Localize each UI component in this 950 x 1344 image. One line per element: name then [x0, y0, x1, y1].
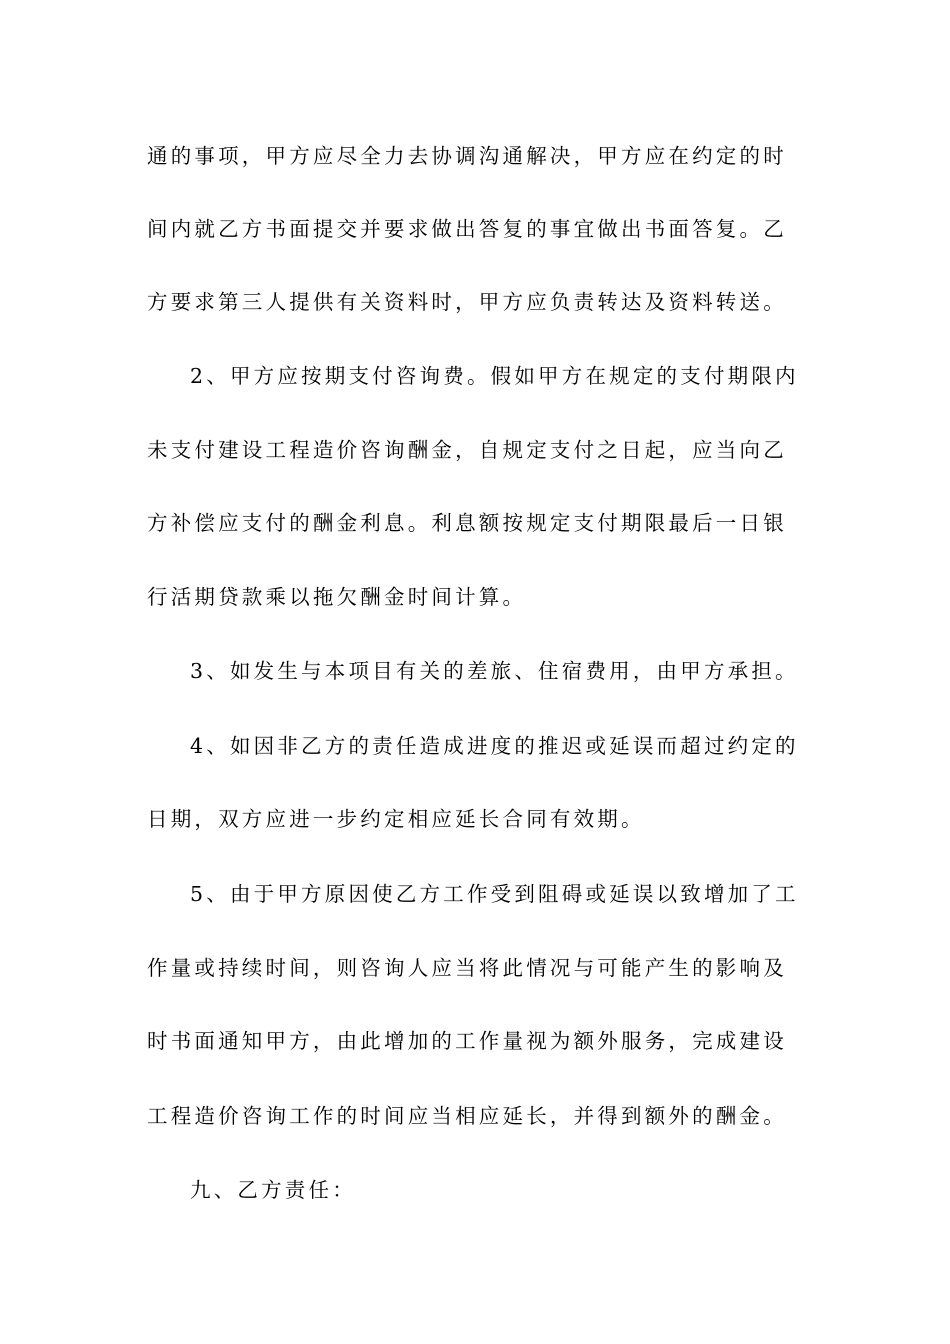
clause-2-line-2: 未支付建设工程造价咨询酬金，自规定支付之日起，应当向乙 — [147, 438, 787, 462]
section-heading-9: 九、乙方责任： — [190, 1178, 356, 1202]
text-line-1: 通的事项，甲方应尽全力去协调沟通解决，甲方应在约定的时 — [147, 144, 787, 168]
text-line-3: 方要求第三人提供有关资料时，甲方应负责转达及资料转送。 — [147, 290, 787, 314]
clause-2-line-4: 行活期贷款乘以拖欠酬金时间计算。 — [147, 585, 527, 609]
clause-3-line-1: 3、如发生与本项目有关的差旅、住宿费用，由甲方承担。 — [190, 659, 799, 683]
clause-2-line-3: 方补偿应支付的酬金利息。利息额按规定支付期限最后一日银 — [147, 511, 787, 535]
clause-5-line-4: 工程造价咨询工作的时间应当相应延长，并得到额外的酬金。 — [147, 1104, 787, 1128]
clause-4-line-2: 日期，双方应进一步约定相应延长合同有效期。 — [147, 807, 645, 831]
clause-2-line-1: 2、甲方应按期支付咨询费。假如甲方在规定的支付期限内 — [190, 364, 799, 388]
clause-5-line-2: 作量或持续时间，则咨询人应当将此情况与可能产生的影响及 — [147, 956, 787, 980]
clause-5-line-1: 5、由于甲方原因使乙方工作受到阻碍或延误以致增加了工 — [190, 882, 799, 906]
text-line-2: 间内就乙方书面提交并要求做出答复的事宜做出书面答复。乙 — [147, 217, 787, 241]
clause-5-line-3: 时书面通知甲方，由此增加的工作量视为额外服务，完成建设 — [147, 1029, 787, 1053]
clause-4-line-1: 4、如因非乙方的责任造成进度的推迟或延误而超过约定的 — [190, 734, 799, 758]
